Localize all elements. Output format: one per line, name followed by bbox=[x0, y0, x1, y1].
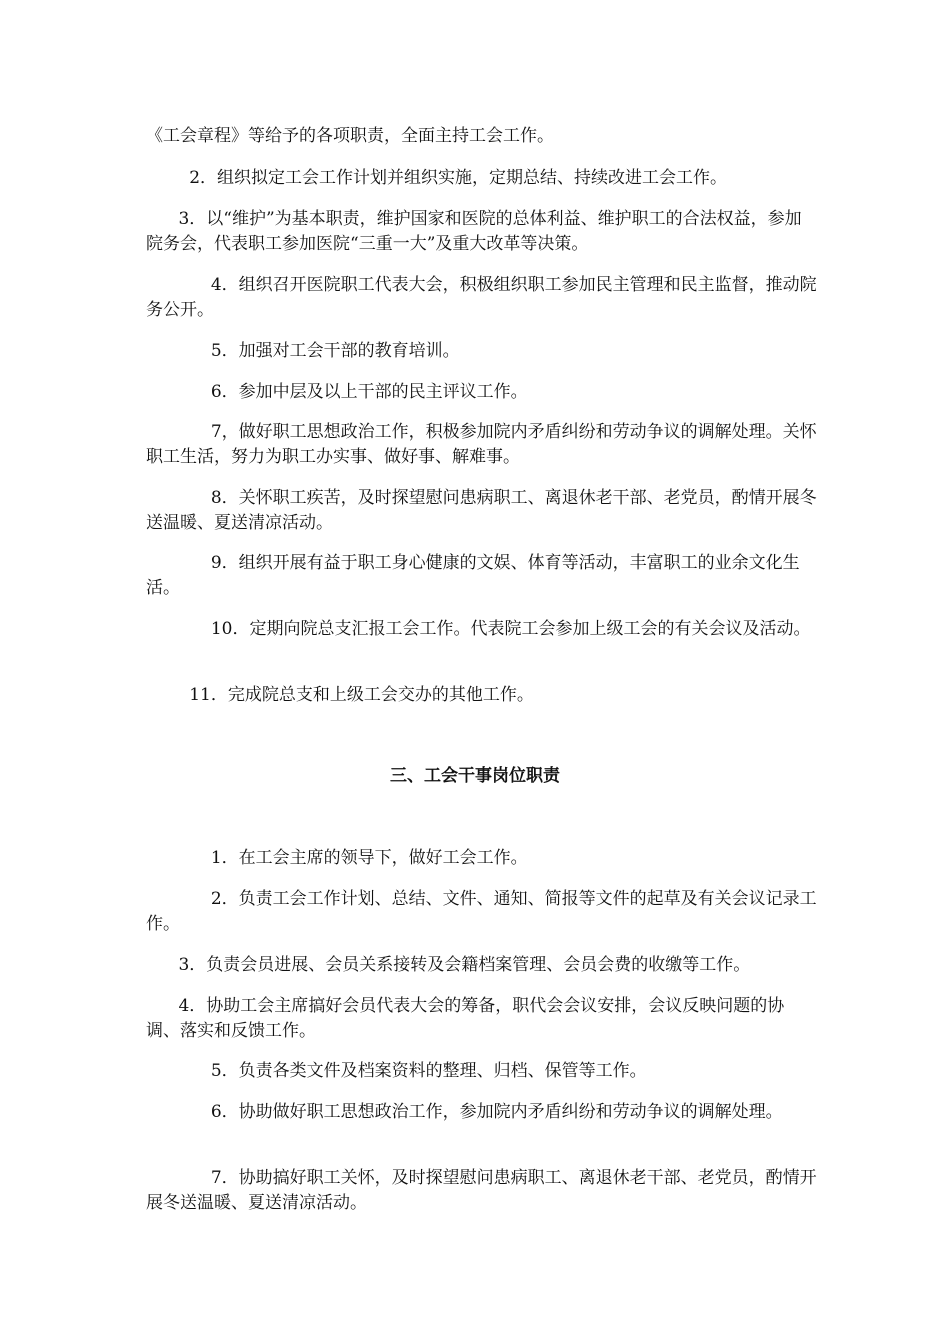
paragraph-officer-duty-3: 3．负责会员进展、会员关系接转及会籍档案管理、会员会费的收缴等工作。 bbox=[146, 955, 751, 975]
paragraph-chairman-duty-6: 6．参加中层及以上干部的民主评议工作。 bbox=[146, 382, 528, 402]
paragraph-chairman-duty-4: 4．组织召开医院职工代表大会，积极组织职工参加民主管理和民主监督，推动院务公开。 bbox=[146, 275, 817, 320]
paragraph-officer-duty-4: 4．协助工会主席搞好会员代表大会的筹备，职代会会议安排，会议反映问题的协调、落实和反馈工作。 bbox=[146, 996, 785, 1041]
paragraph-chairman-duty-10: 10．定期向院总支汇报工会工作。代表院工会参加上级工会的有关会议及活动。 bbox=[146, 619, 811, 639]
paragraph-chairman-duty-2: 2．组织拟定工会工作计划并组织实施，定期总结、持续改进工会工作。 bbox=[146, 168, 728, 188]
paragraph-chairman-duty-5: 5．加强对工会干部的教育培训。 bbox=[146, 341, 460, 361]
paragraph-chairman-duty-11: 11．完成院总支和上级工会交办的其他工作。 bbox=[146, 685, 534, 705]
paragraph-officer-duty-6: 6．协助做好职工思想政治工作，参加院内矛盾纠纷和劳动争议的调解处理。 bbox=[146, 1102, 783, 1122]
paragraph-officer-duty-5: 5．负责各类文件及档案资料的整理、归档、保管等工作。 bbox=[146, 1061, 647, 1081]
section-heading: 三、工会干事岗位职责 bbox=[390, 766, 560, 786]
paragraph-chairman-duty-9: 9．组织开展有益于职工身心健康的文娱、体育等活动，丰富职工的业余文化生活。 bbox=[146, 553, 800, 598]
paragraph-chairman-duty-8: 8．关怀职工疾苦，及时探望慰问患病职工、离退休老干部、老党员，酌情开展冬送温暖、夏送清凉活动。 bbox=[146, 488, 817, 533]
paragraph-officer-duty-1: 1．在工会主席的领导下，做好工会工作。 bbox=[146, 848, 528, 868]
paragraph-chairman-duty-1-cont: 《工会章程》等给予的各项职责，全面主持工会工作。 bbox=[146, 126, 554, 146]
paragraph-officer-duty-7: 7．协助搞好职工关怀，及时探望慰问患病职工、离退休老干部、老党员，酌情开展冬送温暖、夏送清凉活动。 bbox=[146, 1168, 817, 1213]
paragraph-chairman-duty-3: 3．以“维护”为基本职责，维护国家和医院的总体利益、维护职工的合法权益，参加院务会，代表职工参加医院“三重一大”及重大改革等决策。 bbox=[146, 209, 802, 254]
paragraph-chairman-duty-7: 7，做好职工思想政治工作，积极参加院内矛盾纠纷和劳动争议的调解处理。关怀职工生活，努力为职工办实事、做好事、解难事。 bbox=[146, 422, 817, 467]
paragraph-officer-duty-2: 2．负责工会工作计划、总结、文件、通知、简报等文件的起草及有关会议记录工作。 bbox=[146, 889, 817, 934]
